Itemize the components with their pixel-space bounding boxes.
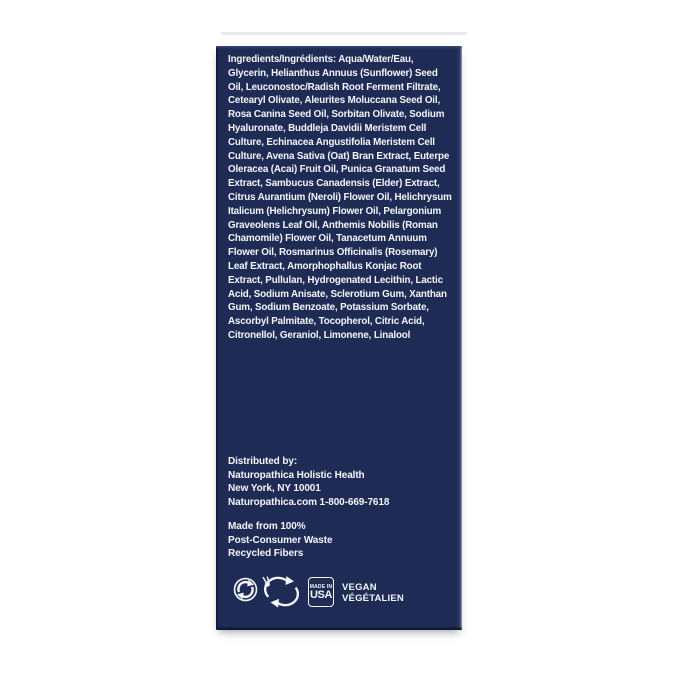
made-in-usa-top-text: MADE IN bbox=[309, 583, 333, 590]
vegan-label-fr: VÉGÉTALIEN bbox=[342, 593, 404, 604]
ingredients-text bbox=[228, 53, 452, 343]
ingredients-label: Ingredients/Ingrédients: bbox=[228, 54, 336, 65]
product-box-back-panel bbox=[216, 46, 462, 630]
distributor-heading: Distributed by: bbox=[228, 456, 298, 467]
distributor-info bbox=[228, 455, 389, 509]
made-in-usa-text: USA bbox=[309, 588, 333, 601]
recycled-note-line3: Recycled Fibers bbox=[228, 548, 304, 559]
box-lid-edge bbox=[221, 32, 467, 35]
distributor-address: New York, NY 10001 bbox=[228, 483, 321, 494]
recycled-note-line2: Post-Consumer Waste bbox=[228, 534, 333, 546]
distributor-name: Naturopathica Holistic Health bbox=[228, 469, 365, 481]
recycled-fibers-note bbox=[228, 520, 332, 561]
recycled-note-line1: Made from 100% bbox=[228, 521, 306, 532]
ingredients-list: Aqua/Water/Eau, Glycerin, Helianthus Annuus (Sunflower) Seed Oil, Leuconostoc/Radish Root Ferment Filtrate, Cetearyl Olivate, Aleurites Moluccana Seed Oil, Rosa Canina Seed Oil, Sorbitan Olivate, Sodium Hyaluronate, Buddleja Davidii Meristem Cell Culture, Echinacea Angustifolia Meristem Cell Culture, Avena Sativa (Oat) Bran Extract, Euterpe Oleracea (Acai) Fruit Oil, Punica Granatum Seed Extract, Sambucus Canadensis (Elder) Extract, Citrus Aurantium (Neroli) Flower Oil, Helichrysum Italicum (Helichrysum) Flower Oil, Pelargonium Graveolens Leaf Oil, Anthemis Nobilis (Roman Chamomile) Flower Oil, Tanacetum Annuum Flower Oil, Rosmarinus Officinalis (Rosemary) Leaf Extract, Amorphophallus Konjac Root Extract, Pullulan, Hydrogenated Lecithin, Lactic Acid, Sodium Anisate, Sclerotium Gum, Xanthan Gum, Sodium Benzoate, Potassium Sorbate, Ascorbyl Palmitate, Tocopherol, Citric Acid, Citronellol, Geraniol, Limonene, Linalool bbox=[228, 54, 452, 341]
made-in-usa-badge bbox=[308, 577, 334, 607]
green-dot-recycle-icon bbox=[233, 577, 258, 602]
vegan-label bbox=[342, 582, 404, 604]
vegan-label-en: VEGAN bbox=[342, 582, 377, 593]
distributor-contact: Naturopathica.com 1-800-669-7618 bbox=[228, 496, 390, 508]
cruelty-free-rabbit-recycle-icon bbox=[260, 573, 304, 610]
